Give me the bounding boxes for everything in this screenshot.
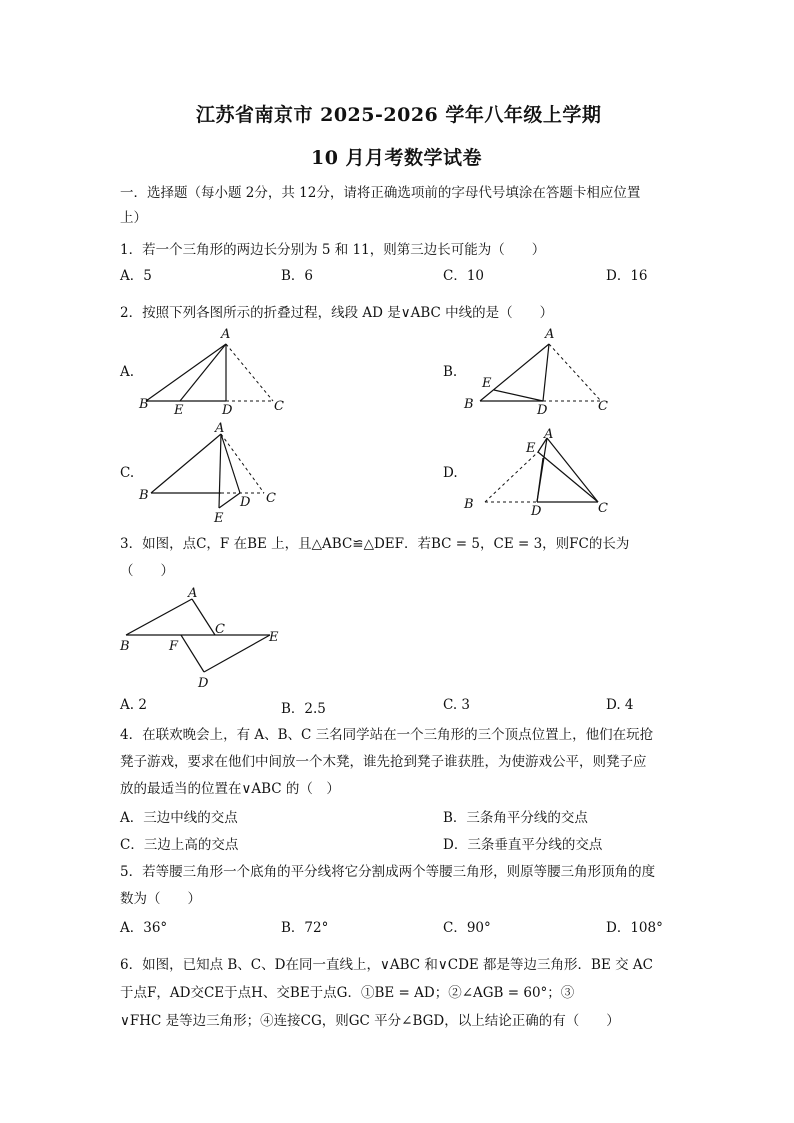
q2d-label-E: E — [526, 441, 536, 456]
q4-option-c[interactable]: C．三边上高的交点 — [120, 837, 239, 853]
q2-label-b[interactable]: B. — [443, 364, 458, 380]
q5-option-b[interactable]: B．72° — [281, 920, 329, 936]
q5-option-c[interactable]: C．90° — [443, 920, 491, 936]
q2d-label-D: D — [531, 504, 542, 519]
q2b-label-C: C — [598, 399, 608, 414]
q2d-label-C: C — [598, 501, 608, 516]
q2-figure-d — [460, 420, 620, 526]
q1-option-a[interactable]: A．5 — [120, 268, 152, 284]
q3-option-a[interactable]: A. 2 — [120, 697, 147, 713]
q2-figure-c — [136, 420, 296, 526]
q3-label-F: F — [169, 639, 179, 654]
page-title-line2: 10 月月考数学试卷 — [311, 147, 483, 169]
q5-option-d[interactable]: D．108° — [606, 920, 663, 936]
q2b-label-A: A — [545, 327, 555, 342]
q3-label-A: A — [188, 586, 198, 601]
q2d-label-A: A — [544, 427, 554, 442]
q3-label-E: E — [269, 630, 279, 645]
section-header-line1: 一．选择题（每小题 2分，共 12分，请将正确选项前的字母代号填涂在答题卡相应位置 — [120, 185, 641, 201]
q3-label-D: D — [198, 676, 209, 691]
q2d-label-B: B — [464, 497, 474, 512]
q2a-label-D: D — [222, 403, 233, 418]
q2b-label-D: D — [537, 403, 548, 418]
q2-figure-a — [136, 322, 296, 418]
q1-option-d[interactable]: D．16 — [606, 268, 648, 284]
q3-stem: 3．如图，点C，F 在BE 上，且△ABC≌△DEF．若BC = 5，CE = 3，则FC的长为 — [120, 536, 630, 552]
q2-label-c[interactable]: C. — [120, 465, 135, 481]
q2-figure-b — [460, 322, 620, 418]
q3-option-d[interactable]: D. 4 — [606, 697, 634, 713]
q3-option-b[interactable]: B．2.5 — [281, 701, 326, 717]
q3-label-C: C — [215, 622, 225, 637]
q3-figure — [116, 582, 291, 692]
q2-label-a[interactable]: A. — [120, 364, 135, 380]
q2a-label-A: A — [221, 327, 231, 342]
q5-line1: 5．若等腰三角形一个底角的平分线将它分割成两个等腰三角形，则原等腰三角形顶角的度 — [120, 864, 656, 880]
q6-line3: ∨FHC 是等边三角形；④连接CG，则GC 平分∠BGD，以上结论正确的有（ ） — [120, 1013, 620, 1029]
q2a-label-E: E — [174, 403, 184, 418]
q6-line2: 于点F，AD交CE于点H、交BE于点G．①BE = AD；②∠AGB = 60°；③ — [120, 985, 575, 1001]
q4-line2: 凳子游戏，要求在他们中间放一个木凳，谁先抢到凳子谁获胜，为使游戏公平，则凳子应 — [120, 754, 647, 770]
q2c-label-E: E — [214, 511, 224, 526]
q5-line2: 数为（ ） — [120, 891, 201, 907]
q2c-label-D: D — [240, 495, 251, 510]
q4-option-d[interactable]: D．三条垂直平分线的交点 — [443, 837, 603, 853]
q6-line1: 6．如图，已知点 B、C、D在同一直线上，∨ABC 和∨CDE 都是等边三角形．BE 交 AC — [120, 957, 653, 973]
q2c-label-C: C — [266, 491, 276, 506]
q1-stem: 1．若一个三角形的两边长分别为 5 和 11，则第三边长可能为（ ） — [120, 242, 546, 258]
q2b-label-E: E — [482, 376, 492, 391]
q2-stem: 2．按照下列各图所示的折叠过程，线段 AD 是∨ABC 中线的是（ ） — [120, 305, 554, 321]
q1-option-c[interactable]: C．10 — [443, 268, 485, 284]
q4-option-b[interactable]: B．三条角平分线的交点 — [443, 810, 588, 826]
q3-label-B: B — [120, 639, 130, 654]
q2a-label-B: B — [139, 397, 149, 412]
q4-line3: 放的最适当的位置在∨ABC 的（ ） — [120, 781, 340, 797]
q4-line1: 4．在联欢晚会上，有 A、B、C 三名同学站在一个三角形的三个顶点位置上，他们在玩抢 — [120, 727, 654, 743]
q1-option-b[interactable]: B．6 — [281, 268, 314, 284]
q2b-label-B: B — [464, 397, 474, 412]
q2c-label-B: B — [139, 488, 149, 503]
page-title-line1: 江苏省南京市 2025-2026 学年八年级上学期 — [196, 104, 602, 126]
section-header-line2: 上） — [120, 210, 147, 226]
q4-option-a[interactable]: A．三边中线的交点 — [120, 810, 238, 826]
q2a-label-C: C — [274, 399, 284, 414]
q3-stem-paren: （ ） — [120, 563, 174, 579]
q2-label-d[interactable]: D. — [443, 465, 458, 481]
q2c-label-A: A — [215, 421, 225, 436]
q3-option-c[interactable]: C. 3 — [443, 697, 471, 713]
q5-option-a[interactable]: A．36° — [120, 920, 168, 936]
